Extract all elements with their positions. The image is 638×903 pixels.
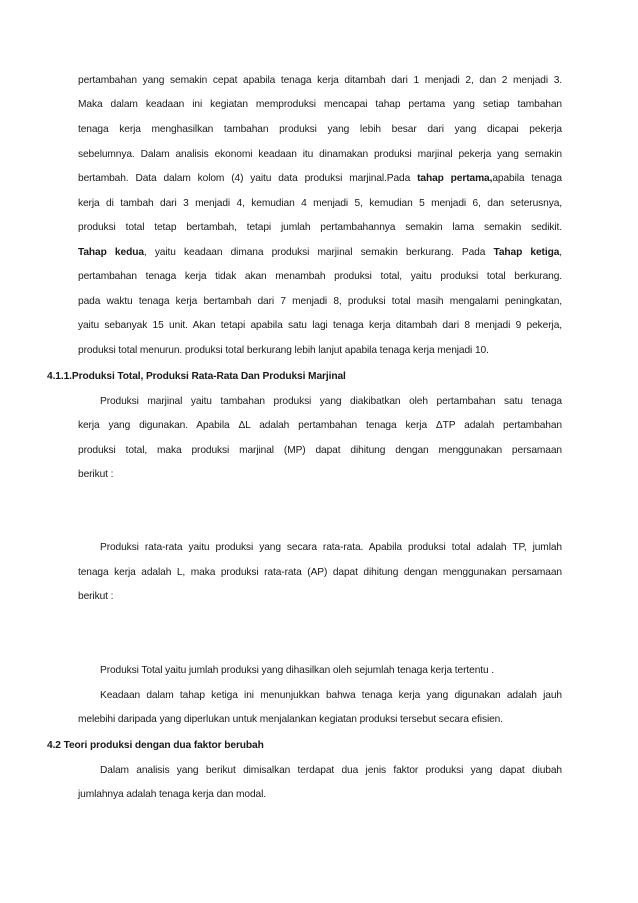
section-heading: 4.2 Teori produksi dengan dua faktor berubah <box>47 740 264 751</box>
text-run: , <box>559 247 562 258</box>
paragraph-line: kerja yang digunakan. Apabila ΔL adalah pertambahan tenaga kerja ΔTP adalah pertambahan <box>78 420 562 431</box>
paragraph-line <box>78 172 562 186</box>
paragraph-line: pertambahan yang semakin cepat apabila tenaga kerja ditambah dari 1 menjadi 2, dan 2 menjadi 3. <box>78 75 562 86</box>
paragraph-line: jumlahnya adalah tenaga kerja dan modal. <box>78 789 266 800</box>
paragraph-line <box>78 246 562 260</box>
paragraph-line: sebelumnya. Dalam analisis ekonomi keadaan itu dinamakan produksi marjinal pekerja yang semakin <box>78 149 562 160</box>
paragraph-line: yaitu sebanyak 15 unit. Akan tetapi apabila satu lagi tenaga kerja ditambah dari 8 menjadi 9 pekerja, <box>78 320 562 331</box>
paragraph-line: tenaga kerja adalah L, maka produksi rata-rata (AP) dapat dihitung dengan menggunakan persamaan <box>78 567 562 578</box>
paragraph-line: Produksi marjinal yaitu tambahan produksi yang diakibatkan oleh pertambahan satu tenaga <box>100 396 562 407</box>
paragraph-line: Dalam analisis yang berikut dimisalkan terdapat dua jenis faktor produksi yang dapat diubah <box>100 765 562 776</box>
paragraph-line: Produksi rata-rata yaitu produksi yang secara rata-rata. Apabila produksi total adalah TP, jumlah <box>100 542 562 553</box>
bold-term-tahap-kedua: Tahap kedua <box>78 247 144 258</box>
section-heading: 4.1.1.Produksi Total, Produksi Rata-Rata Dan Produksi Marjinal <box>47 371 346 382</box>
paragraph-line: pada waktu tenaga kerja bertambah dari 7 menjadi 8, produksi total masih mengalami peningkatan, <box>78 296 562 307</box>
paragraph-line: berikut : <box>78 591 114 602</box>
paragraph-line: Maka dalam keadaan ini kegiatan memproduksi mencapai tahap pertama yang setiap tambahan <box>78 99 562 110</box>
paragraph-line: pertambahan tenaga kerja tidak akan menambah produksi total, yaitu produksi total berkurang. <box>78 271 562 282</box>
paragraph-line: produksi total tetap bertambah, tetapi jumlah pertambahannya semakin lama semakin sedikit. <box>78 222 562 233</box>
paragraph-line: tenaga kerja menghasilkan tambahan produksi yang lebih besar dari yang dicapai pekerja <box>78 124 562 135</box>
text-run: , yaitu keadaan dimana produksi marjinal semakin berkurang. Pada <box>143 247 494 258</box>
paragraph-line: melebihi daripada yang diperlukan untuk menjalankan kegiatan produksi tersebut secara efisien. <box>78 714 503 725</box>
paragraph-line: produksi total menurun. produksi total berkurang lebih lanjut apabila tenaga kerja menjadi 10. <box>78 345 489 356</box>
text-run: bertambah. Data dalam kolom (4) yaitu data produksi marjinal.Pada <box>78 173 418 184</box>
bold-term-tahap-ketiga: Tahap ketiga <box>493 247 560 258</box>
paragraph-line: berikut : <box>78 469 114 480</box>
paragraph-line: Keadaan dalam tahap ketiga ini menunjukkan bahwa tenaga kerja yang digunakan adalah jauh <box>100 690 562 701</box>
text-run: apabila tenaga <box>492 173 562 184</box>
bold-term-tahap-pertama: tahap pertama, <box>417 173 493 184</box>
paragraph-line: kerja di tambah dari 3 menjadi 4, kemudian 4 menjadi 5, kemudian 5 menjadi 6, dan seterusnya, <box>78 198 562 209</box>
paragraph-line: produksi total, maka produksi marjinal (MP) dapat dihitung dengan menggunakan persamaan <box>78 445 562 456</box>
paragraph-line: Produksi Total yaitu jumlah produksi yang dihasilkan oleh sejumlah tenaga kerja tertentu . <box>100 665 495 676</box>
